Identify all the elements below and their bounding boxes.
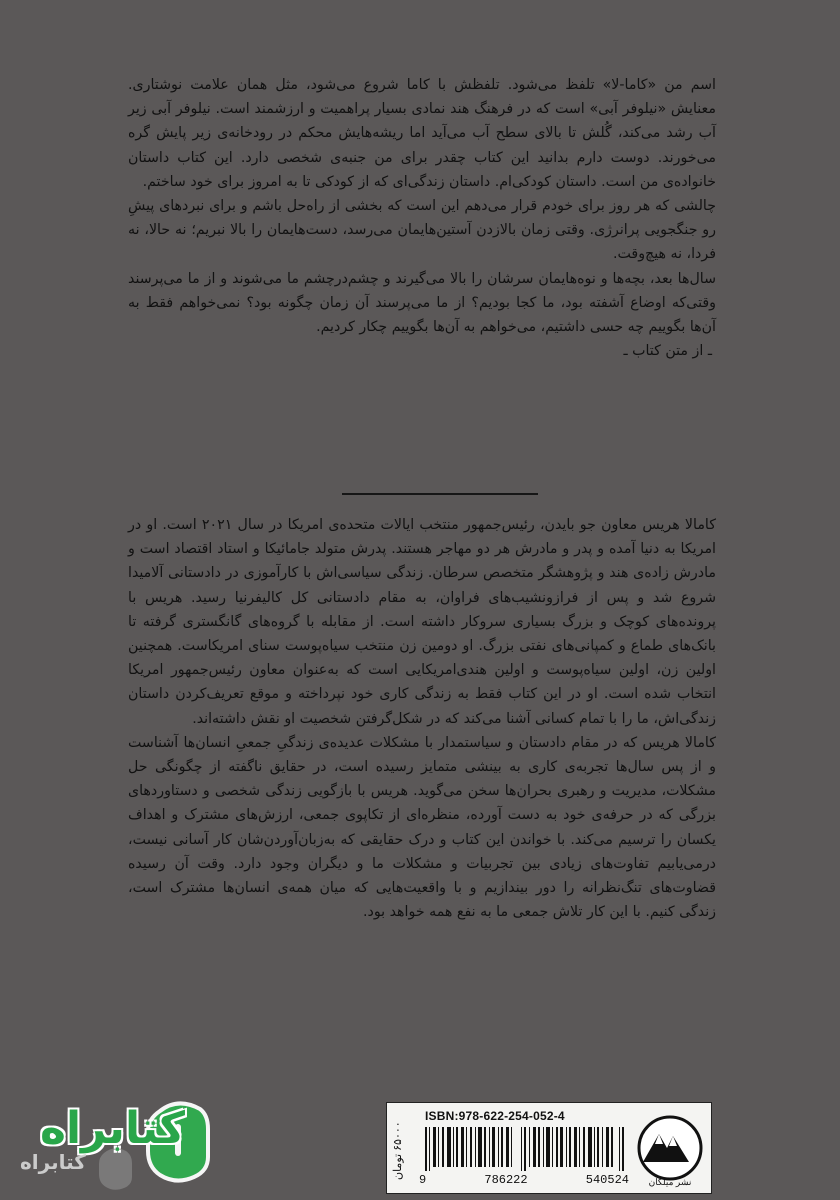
barcode-digits [419, 1173, 629, 1187]
barcode-digit-prefix: 9 [419, 1173, 427, 1187]
barcode-panel [386, 1102, 712, 1194]
barcode-image [425, 1127, 625, 1171]
barcode-digits-right: 540524 [585, 1173, 629, 1187]
isbn-label: ISBN:978-622-254-052-4 [425, 1109, 565, 1123]
excerpt-source: ـ از متن کتاب ـ [623, 343, 712, 360]
price-label: ۶۵۰۰۰ تومان [392, 1121, 404, 1181]
watermark-brand-small: کتابراه [20, 1150, 86, 1174]
publisher-name: نشر میلکان [648, 1177, 692, 1187]
author-bio [128, 513, 716, 924]
intro-paragraph-2: چالشی که هر روز برای خودم قرار می‌دهم این است که بخشی از راه‌حل باشم و برای نبردهای پیشِ رو جنگجویی پرانرژی. وقتی زمان بالازدن آستین‌هایمان می‌رسد، دست‌هایمان را بالا نبریم؛ نه حالا، نه فردا، نه هیچ‌وقت. [128, 198, 716, 263]
barcode-digits-left: 786222 [484, 1173, 528, 1187]
intro-paragraph-3: سال‌ها بعد، بچه‌ها و نوه‌هایمان سرشان را بالا می‌گیرند و چشم‌درچشم ما می‌شوند و از ما می‌پرسند وقتی‌که اوضاع آشفته بود، ما کجا بودیم؟ از ما می‌پرسند آن زمان چگونه بود؟ نمی‌خواهم فقط به آن‌ها بگوییم چه حسی داشتیم، می‌خواهم به آن‌ها بگوییم چکار کردیم. [128, 270, 716, 336]
intro-excerpt [128, 73, 716, 363]
bio-paragraph-1: کامالا هریس معاون جو بایدن، رئیس‌جمهور منتخب ایالات متحده‌ی امریکا در سال ۲۰۲۱ است. او در امریکا به دنیا آمده و پدر و مادرش هر دو مهاجر هستند. پدرش متولد جامائیکا و استاد اقتصاد است و مادرش زاده‌ی هند و پژوهشگر متخصص سرطان. زندگی سیاسی‌اش با کارآموزی در دادستانی آلامیدا شروع شد و پس از فرازونشیب‌های فراوان، به مقام دادستانی کل کالیفرنیا رسید. هریس با پرونده‌های کوچک و بزرگ بسیاری سروکار داشته است. از مقابله با گروه‌های گانگستری گرفته تا بانک‌های طماع و کمپانی‌های نفتی بزرگ. او دومین زن منتخب سیاه‌پوست سنای امریکاست. همچنین اولین زن، اولین سیاه‌پوست و اولین هندی‌امریکایی است که به‌عنوان معاون رئیس‌جمهور امریکا انتخاب شده است. او در این کتاب فقط به زندگی کاری خود نپرداخته و موقع تعریف‌کردن داستان زندگی‌اش، ما را با تمام کسانی آشنا می‌کند که در شکل‌گرفتن شخصیت او نقش داشته‌اند. [128, 517, 716, 727]
section-divider [342, 493, 538, 495]
watermark-brand: کتابراه [40, 1103, 186, 1154]
bio-paragraph-2: کامالا هریس که در مقام دادستان و سیاستمدار با مشکلات عدیده‌ی زندگیِ جمعیِ انسان‌ها آشناست و از پس سال‌ها تجربه‌ی کاری به بینشی متمایز رسیده است، در حقایق ناگفته از چگونگی حل مشکلات، مدیریت و رهبری بحران‌ها سخن می‌گوید. هریس با بازگویی زندگی شخصی و دستاوردهای بزرگی که در حرفه‌ی خود به دست آورده، منظره‌ای از تکاپوی جمعی، ارزش‌های مشترک و اهداف یکسان را ترسیم می‌کند. با خواندن این کتاب و درک حقایقی که به‌زبان‌آوردن‌شان کار آسانی نیست، درمی‌یابیم تفاوت‌های زیادی بین تجربیات و مشکلات ما و دیگران وجود دارد. وقت آن رسیده قضاوت‌های تنگ‌نظرانه را دور بیندازیم و با واقعیت‌هایی که میان همه‌ی انسان‌ها مشترک است، زندگی کنیم. با این کار تلاش جمعی ما به نفع همه خواهد بود. [128, 734, 716, 921]
intro-paragraph-1: اسم من «کاما-لا» تلفظ می‌شود. تلفظش با کاما شروع می‌شود، مثل همان علامت نوشتاری. معنایش «نیلوفر آبی» است که در فرهنگ هند نمادی بسیار پراهمیت و ارزشمند است. نیلوفر آبی زیر آب رشد می‌کند، گُلش تا بالای سطح آب می‌آید اما ریشه‌هایش محکم در رودخانه‌ی زیر پایش گره می‌خورند. دوست دارم بدانید این کتاب چقدر برای من جنبه‌ی شخصی دارد. این کتاب داستان خانواده‌ی من است. داستان کودکی‌ام. داستان زندگی‌ای که از کودکی تا به امروز برای خود ساختم. [128, 77, 716, 190]
